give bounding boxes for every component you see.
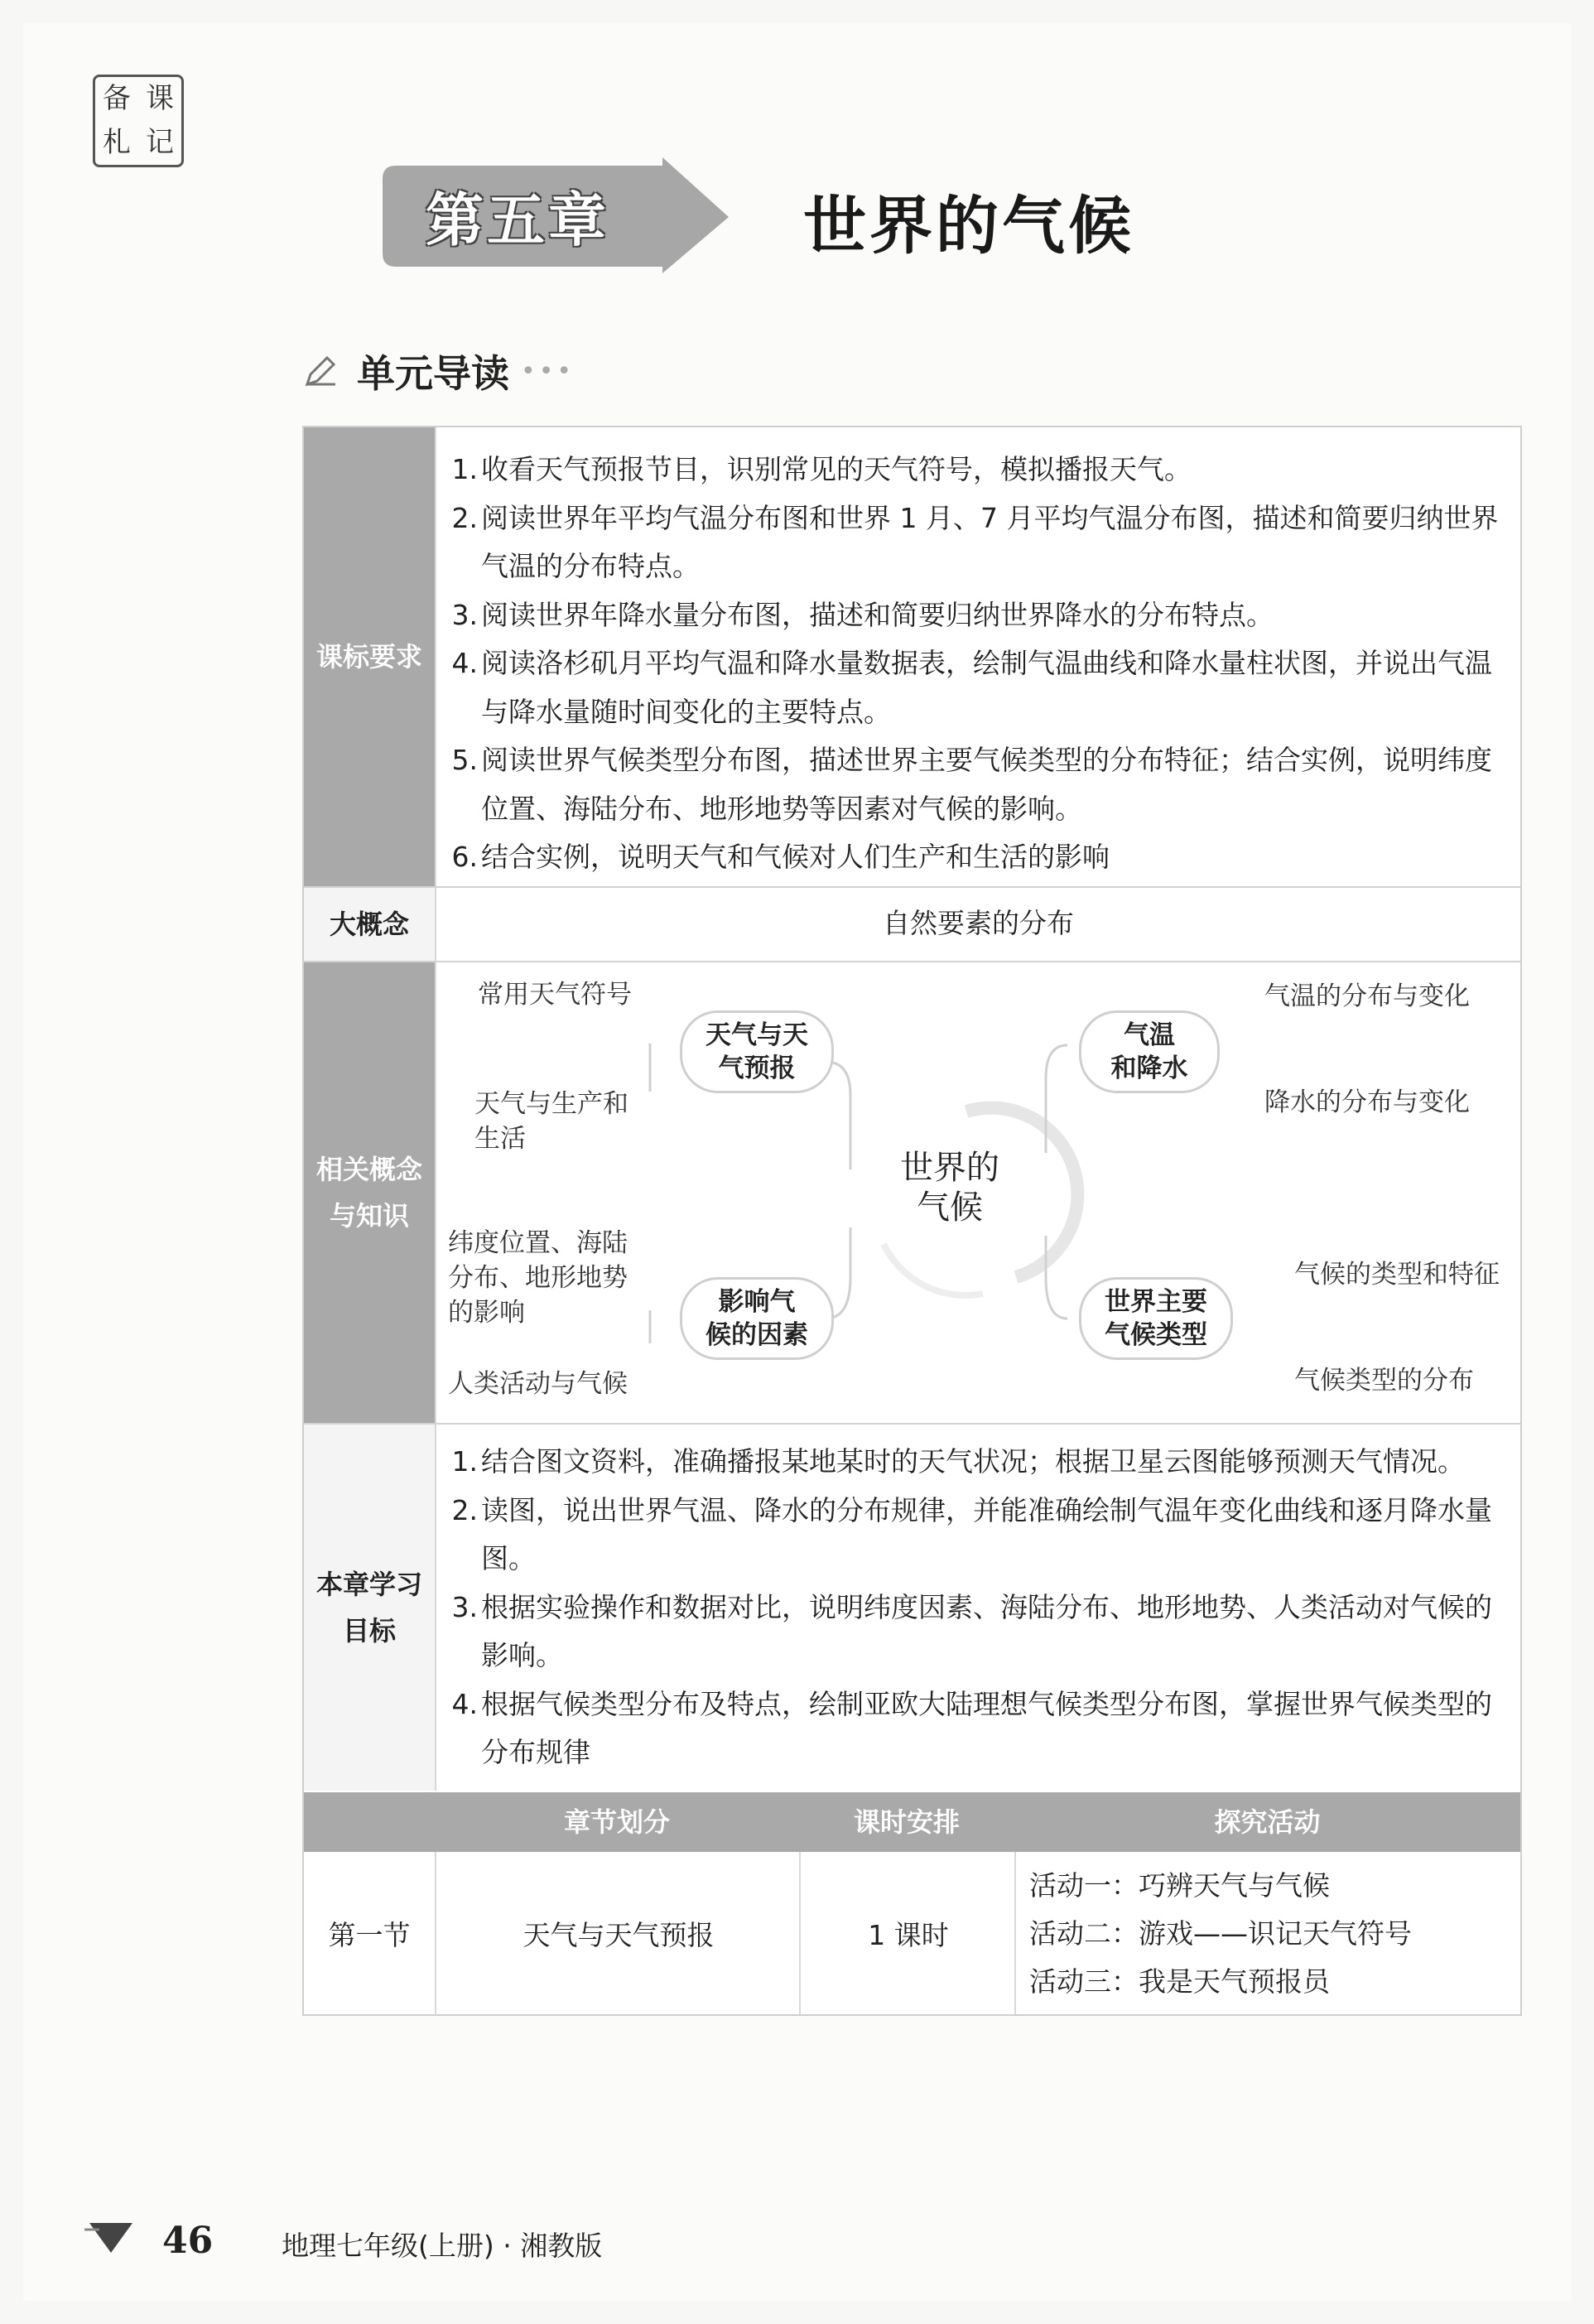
list-item: 2. 读图，说出世界气温、降水的分布规律，并能准确绘制气温年变化曲线和逐月降水量图。 <box>451 1493 1492 1574</box>
section-heading <box>302 346 575 396</box>
big-concept-label: 大概念 <box>304 888 435 961</box>
leaf-line: 生活 <box>474 1124 526 1154</box>
dots-decoration: ••• <box>521 356 575 386</box>
leaf-weather-life <box>474 1087 628 1156</box>
list-item: 4. 阅读洛杉矶月平均气温和降水量数据表，绘制气温曲线和降水量柱状图，并说出气温与降水量随时间变化的主要特点。 <box>451 647 1492 728</box>
leaf-temperature-distribution: 气温的分布与变化 <box>1264 981 1470 1011</box>
section-title: 单元导读 <box>357 351 509 396</box>
row-section-name: 天气与天气预报 <box>435 1852 801 2014</box>
chapter-banner <box>381 157 729 273</box>
activity-item: 活动一：巧辨天气与气候 <box>1029 1869 1330 1902</box>
standards-label: 课标要求 <box>304 427 435 886</box>
row-activities <box>1014 1852 1522 2014</box>
leaf-type-features: 气候的类型和特征 <box>1294 1260 1500 1290</box>
activity-item: 活动二：游戏——识记天气符号 <box>1029 1917 1412 1950</box>
chapter-label: 第五章 <box>426 186 609 254</box>
stamp-char: 备 <box>103 82 131 115</box>
list-item: 1. 收看天气预报节目，识别常见的天气符号，模拟播报天气。 <box>451 453 1192 485</box>
page-number: 46 <box>162 2220 214 2262</box>
unit-guide-table <box>302 426 1522 2016</box>
list-item: 3. 根据实验操作和数据对比，说明纬度因素、海陆分布、地形地势、人类活动对气候的影响。 <box>451 1590 1492 1671</box>
related-label-line: 与知识 <box>329 1200 409 1232</box>
concept-map <box>435 962 1520 1423</box>
header-hours: 课时安排 <box>853 1806 960 1838</box>
node-climate-factors: 影响气 候的因素 <box>680 1277 834 1360</box>
schedule-header <box>304 1792 1520 1852</box>
leaf-human-activity: 人类活动与气候 <box>448 1369 628 1399</box>
header-activities: 探究活动 <box>1214 1806 1321 1838</box>
list-item: 4. 根据气候类型分布及特点，绘制亚欧大陆理想气候类型分布图，掌握世界气候类型的分布规律 <box>451 1687 1492 1768</box>
stamp-char: 课 <box>146 82 174 115</box>
node-climate-types: 世界主要 气候类型 <box>1079 1277 1233 1360</box>
leaf-factors: 纬度位置、海陆 分布、地形地势 的影响 <box>448 1228 628 1328</box>
list-item: 5. 阅读世界气候类型分布图，描述世界主要气候类型的分布特征；结合实例，说明纬度位置、海陆分布、地形地势等因素对气候的影响。 <box>451 744 1492 825</box>
node-weather-forecast: 天气与天 气预报 <box>680 1010 834 1093</box>
goals-list <box>443 1438 1520 1777</box>
row-index: 第一节 <box>304 1852 435 2014</box>
standards-cell <box>435 427 1520 886</box>
node-temperature-precipitation: 气温 和降水 <box>1079 1010 1220 1093</box>
list-item: 2. 阅读世界年平均气温分布图和世界 1 月、7 月平均气温分布图，描述和简要归纳世界气温的分布特点。 <box>451 501 1499 582</box>
goals-label: 本章学习 目标 <box>304 1425 435 1791</box>
list-item: 6. 结合实例，说明天气和气候对人们生产和生活的影响 <box>451 841 1110 873</box>
list-item: 1. 结合图文资料，准确播报某地某时的天气状况；根据卫星云图能够预测天气情况。 <box>451 1445 1465 1478</box>
big-concept-value: 自然要素的分布 <box>435 888 1520 961</box>
leaf-type-distribution: 气候类型的分布 <box>1294 1366 1474 1396</box>
center-node-world-climate: 世界的 气候 <box>900 1149 999 1227</box>
pencil-icon <box>302 353 339 389</box>
stamp-char: 札 <box>103 126 131 159</box>
chapter-title: 世界的气候 <box>803 189 1134 263</box>
list-item: 3. 阅读世界年降水量分布图，描述和简要归纳世界降水的分布特点。 <box>451 598 1274 631</box>
row-hours: 1 课时 <box>799 1852 1016 2014</box>
leaf-weather-symbols: 常用天气符号 <box>478 980 632 1010</box>
activity-item: 活动三：我是天气预报员 <box>1029 1965 1330 1998</box>
goals-cell <box>435 1425 1520 1791</box>
footer-triangle-icon <box>83 2211 141 2261</box>
leaf-precipitation-distribution: 降水的分布与变化 <box>1264 1087 1470 1117</box>
header-section: 章节划分 <box>563 1806 670 1838</box>
book-title: 地理七年级(上册) · 湘教版 <box>282 2230 603 2262</box>
stamp-char: 记 <box>146 126 174 159</box>
related-label <box>304 962 435 1423</box>
related-label-line: 相关概念 <box>315 1154 422 1185</box>
notes-stamp <box>93 75 184 167</box>
leaf-line: 天气与生产和 <box>474 1089 628 1119</box>
standards-list <box>443 446 1520 882</box>
